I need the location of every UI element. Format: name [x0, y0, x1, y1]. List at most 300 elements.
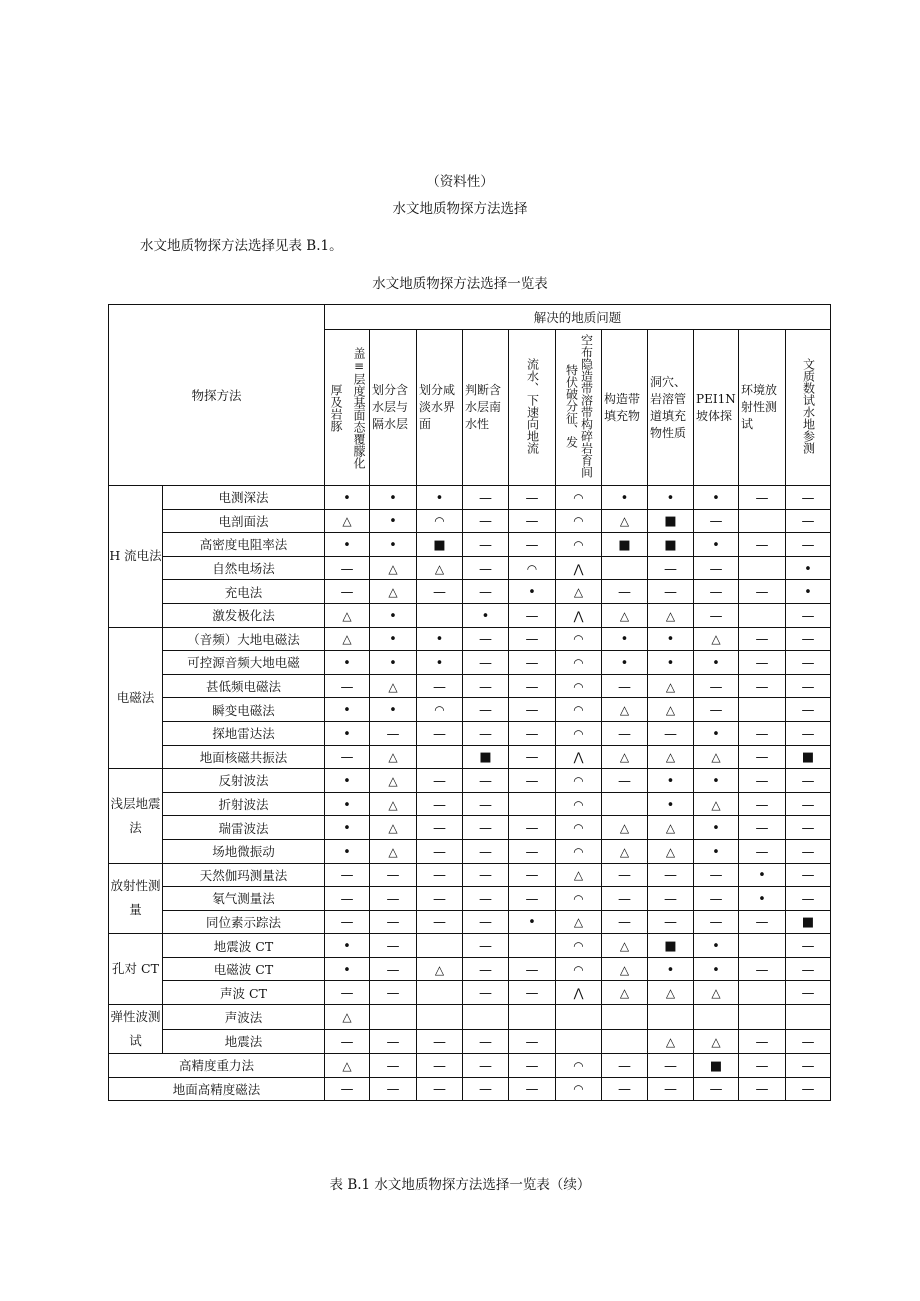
mark-cell: [739, 1077, 786, 1101]
dot-mark-icon: •: [435, 490, 444, 506]
arc-mark-icon: ◠: [573, 1082, 584, 1097]
mark-cell: [694, 934, 739, 958]
mark-cell: [325, 651, 370, 675]
dash-mark-icon: —: [801, 632, 815, 648]
dot-mark-icon: •: [712, 962, 720, 978]
mark-cell: [556, 580, 602, 604]
dot-mark-icon: •: [666, 962, 675, 978]
method-category: 电磁法: [109, 627, 163, 769]
mark-cell: [602, 698, 648, 722]
mark-cell: [417, 816, 463, 840]
table-row: [109, 603, 831, 627]
col-header-text: 环境放射性测试: [741, 383, 778, 431]
dash-mark-icon: —: [479, 868, 492, 884]
mark-cell: [325, 934, 370, 958]
mark-cell: [786, 887, 831, 911]
table-row: [109, 910, 831, 934]
dash-mark-icon: —: [340, 750, 354, 766]
dot-mark-icon: •: [389, 514, 397, 530]
mark-cell: [325, 486, 370, 510]
dash-mark-icon: —: [709, 561, 723, 577]
mark-cell: [509, 533, 556, 557]
mark-cell: [694, 1054, 739, 1078]
dash-mark-icon: —: [801, 1034, 815, 1050]
mark-cell: [602, 816, 648, 840]
mark-cell: [509, 651, 556, 675]
mark-cell: [417, 887, 463, 911]
mark-cell: [370, 745, 417, 769]
dash-mark-icon: —: [755, 490, 769, 506]
mark-cell: [786, 745, 831, 769]
triangle-mark-icon: △: [573, 868, 584, 883]
dash-mark-icon: —: [525, 726, 539, 742]
table-row: [109, 1005, 831, 1030]
intro-paragraph: 水文地质物探方法选择见表 B.1。: [140, 238, 343, 254]
dash-mark-icon: —: [479, 585, 492, 601]
mark-cell: [739, 509, 786, 533]
mark-cell: [556, 1029, 602, 1054]
mark-cell: [694, 627, 739, 651]
col-header-text: 判断含水层南水性: [465, 383, 502, 431]
dash-mark-icon: —: [479, 632, 492, 648]
mark-cell: [370, 627, 417, 651]
mark-cell: [370, 839, 417, 863]
mark-cell: [739, 745, 786, 769]
table-caption: 水文地质物探方法选择一览表: [372, 276, 548, 292]
dot-mark-icon: •: [389, 703, 397, 719]
triangle-mark-icon: △: [711, 632, 721, 647]
mark-cell: [509, 957, 556, 981]
square-mark-icon: ■: [664, 514, 677, 530]
triangle-mark-icon: △: [619, 514, 630, 529]
dash-mark-icon: —: [755, 679, 769, 695]
dot-mark-icon: •: [343, 962, 351, 978]
arc-mark-icon: ◠: [573, 679, 584, 694]
mark-cell: [370, 556, 417, 580]
col-header-text: 构造带填充物: [604, 391, 641, 423]
triangle-mark-icon: △: [434, 561, 445, 576]
mark-cell: [602, 651, 648, 675]
table-row: [109, 839, 831, 863]
dash-mark-icon: —: [479, 986, 492, 1002]
mark-cell: [509, 934, 556, 958]
table-row: [109, 1077, 831, 1101]
arc-mark-icon: ◠: [573, 939, 584, 954]
mark-cell: [463, 533, 509, 557]
dot-mark-icon: •: [712, 773, 720, 789]
mark-cell: [509, 721, 556, 745]
dash-mark-icon: —: [525, 490, 539, 506]
mark-cell: [509, 792, 556, 816]
dot-mark-icon: •: [343, 773, 351, 789]
dash-mark-icon: —: [386, 891, 400, 907]
dash-mark-icon: —: [340, 986, 354, 1002]
dash-mark-icon: —: [479, 821, 492, 837]
mark-cell: [602, 769, 648, 793]
mark-cell: [602, 533, 648, 557]
mark-cell: [648, 533, 694, 557]
mark-cell: [648, 839, 694, 863]
dash-mark-icon: —: [479, 537, 492, 553]
mark-cell: [648, 957, 694, 981]
dot-mark-icon: •: [389, 537, 397, 553]
mark-cell: [648, 816, 694, 840]
mark-cell: [370, 533, 417, 557]
dash-mark-icon: —: [618, 1058, 631, 1074]
mark-cell: [370, 486, 417, 510]
dash-mark-icon: —: [801, 490, 815, 506]
mark-cell: [739, 533, 786, 557]
mark-cell: [786, 1077, 831, 1101]
mark-cell: [556, 957, 602, 981]
dash-mark-icon: —: [664, 585, 677, 601]
mark-cell: [463, 792, 509, 816]
mark-cell: [463, 981, 509, 1005]
method-name: 氡气测量法: [163, 887, 325, 911]
col-header-9: [739, 330, 786, 486]
col-header-text: 文质数试水地参测: [801, 358, 816, 454]
dash-mark-icon: —: [801, 537, 815, 553]
dash-mark-icon: —: [525, 821, 539, 837]
dot-mark-icon: •: [758, 891, 766, 907]
method-name: 声波 CT: [163, 981, 325, 1005]
dot-mark-icon: •: [343, 490, 351, 506]
mark-cell: [370, 769, 417, 793]
mark-cell: [370, 934, 417, 958]
mark-cell: [556, 910, 602, 934]
arc-mark-icon: ◠: [573, 962, 584, 977]
triangle-mark-icon: △: [665, 703, 676, 718]
mark-cell: [370, 887, 417, 911]
col-header-text: 流水、下速向地流: [525, 358, 540, 454]
dot-mark-icon: •: [804, 561, 812, 577]
table-row: [109, 887, 831, 911]
mark-cell: [602, 839, 648, 863]
mark-cell: [602, 910, 648, 934]
triangle-mark-icon: △: [619, 986, 630, 1001]
dash-mark-icon: —: [479, 655, 492, 671]
mark-cell: [463, 698, 509, 722]
col-header-1: [370, 330, 417, 486]
table-row: [109, 556, 831, 580]
mark-cell: [648, 769, 694, 793]
mark-cell: [509, 745, 556, 769]
dash-mark-icon: —: [801, 1082, 815, 1098]
mark-cell: [417, 627, 463, 651]
dash-mark-icon: —: [386, 986, 400, 1002]
dash-mark-icon: —: [433, 1058, 446, 1074]
mark-cell: [325, 839, 370, 863]
dot-mark-icon: •: [666, 632, 675, 648]
arc-mark-icon: ◠: [573, 821, 584, 836]
dash-mark-icon: —: [618, 726, 631, 742]
dash-mark-icon: —: [433, 797, 446, 813]
mark-cell: [509, 698, 556, 722]
table-row: [109, 816, 831, 840]
dash-mark-icon: —: [525, 844, 539, 860]
col-header-text: 空布隐造带溶带构碎岩育间特伏破分征、发: [564, 334, 594, 478]
dash-mark-icon: —: [525, 703, 539, 719]
mark-cell: [739, 934, 786, 958]
dash-mark-icon: —: [479, 797, 492, 813]
triangle-mark-icon: △: [388, 797, 398, 812]
dash-mark-icon: —: [801, 703, 815, 719]
triangle-mark-icon: △: [388, 773, 398, 788]
table-row: [109, 721, 831, 745]
mark-cell: [602, 745, 648, 769]
mark-cell: [602, 603, 648, 627]
dash-mark-icon: —: [340, 561, 354, 577]
mark-cell: [325, 957, 370, 981]
dash-mark-icon: —: [340, 915, 354, 931]
dash-mark-icon: —: [340, 679, 354, 695]
dash-mark-icon: —: [801, 962, 815, 978]
triangle-mark-icon: △: [342, 1058, 352, 1073]
dash-mark-icon: —: [664, 1058, 677, 1074]
dash-mark-icon: —: [479, 939, 492, 955]
dash-mark-icon: —: [801, 679, 815, 695]
triangle-mark-icon: △: [342, 632, 352, 647]
problems-header: [325, 305, 831, 330]
dot-mark-icon: •: [712, 939, 720, 955]
mark-cell: [370, 721, 417, 745]
mark-cell: [602, 627, 648, 651]
mark-cell: [370, 580, 417, 604]
triangle-mark-icon: △: [619, 939, 630, 954]
mark-cell: [509, 509, 556, 533]
dash-mark-icon: —: [479, 561, 492, 577]
caret-mark-icon: ⋀: [573, 750, 584, 765]
dash-mark-icon: —: [386, 1058, 400, 1074]
mark-cell: [786, 509, 831, 533]
dash-mark-icon: —: [618, 915, 631, 931]
mark-cell: [648, 887, 694, 911]
triangle-mark-icon: △: [434, 962, 445, 977]
mark-cell: [786, 981, 831, 1005]
col-header-text: 划分咸淡水界面: [419, 383, 456, 431]
mark-cell: [786, 957, 831, 981]
mark-cell: [786, 698, 831, 722]
triangle-mark-icon: △: [665, 1034, 676, 1049]
dash-mark-icon: —: [386, 915, 400, 931]
mark-cell: [739, 981, 786, 1005]
dash-mark-icon: —: [340, 891, 354, 907]
dash-mark-icon: —: [386, 726, 400, 742]
dash-mark-icon: —: [525, 632, 539, 648]
dash-mark-icon: —: [709, 915, 723, 931]
mark-cell: [648, 651, 694, 675]
mark-cell: [417, 486, 463, 510]
method-name: 天然伽玛测量法: [163, 863, 325, 887]
mark-cell: [694, 769, 739, 793]
dash-mark-icon: —: [709, 891, 723, 907]
mark-cell: [602, 957, 648, 981]
col-header-8: [694, 330, 739, 486]
mark-cell: [694, 1029, 739, 1054]
method-category: 放射性测量: [109, 863, 163, 934]
mark-cell: [694, 863, 739, 887]
dash-mark-icon: —: [755, 655, 769, 671]
triangle-mark-icon: △: [388, 561, 398, 576]
mark-cell: [739, 816, 786, 840]
dash-mark-icon: —: [525, 608, 539, 624]
mark-cell: [417, 674, 463, 698]
table-row: [109, 792, 831, 816]
mark-cell: [556, 603, 602, 627]
triangle-mark-icon: △: [388, 821, 398, 836]
triangle-mark-icon: △: [573, 915, 584, 930]
arc-mark-icon: ◠: [526, 561, 538, 576]
mark-cell: [325, 627, 370, 651]
mark-cell: [648, 486, 694, 510]
arc-mark-icon: ◠: [573, 773, 584, 788]
mark-cell: [370, 863, 417, 887]
dash-mark-icon: —: [801, 986, 815, 1002]
mark-cell: [509, 981, 556, 1005]
mark-cell: [602, 934, 648, 958]
method-name: 折射波法: [163, 792, 325, 816]
mark-cell: [739, 863, 786, 887]
arc-mark-icon: ◠: [573, 891, 584, 906]
dash-mark-icon: —: [479, 1034, 492, 1050]
dash-mark-icon: —: [479, 1082, 492, 1098]
triangle-mark-icon: △: [619, 608, 630, 623]
dash-mark-icon: —: [618, 773, 631, 789]
dash-mark-icon: —: [525, 655, 539, 671]
mark-cell: [325, 580, 370, 604]
mark-cell: [648, 509, 694, 533]
mark-cell: [325, 1077, 370, 1101]
dash-mark-icon: —: [479, 844, 492, 860]
dash-mark-icon: —: [755, 726, 769, 742]
dash-mark-icon: —: [479, 1058, 492, 1074]
dot-mark-icon: •: [758, 868, 766, 884]
square-mark-icon: ■: [618, 537, 631, 553]
col-header-text: 划分含水层与隔水层: [372, 383, 409, 431]
mark-cell: [370, 910, 417, 934]
mark-cell: [417, 509, 463, 533]
dash-mark-icon: —: [386, 1034, 400, 1050]
mark-cell: [370, 509, 417, 533]
mark-cell: [694, 674, 739, 698]
mark-cell: [648, 721, 694, 745]
triangle-mark-icon: △: [665, 608, 676, 623]
triangle-mark-icon: △: [342, 514, 352, 529]
mark-cell: [463, 721, 509, 745]
mark-cell: [786, 1054, 831, 1078]
mark-cell: [325, 816, 370, 840]
mark-cell: [417, 580, 463, 604]
dash-mark-icon: —: [340, 585, 354, 601]
table-row: [109, 981, 831, 1005]
dash-mark-icon: —: [664, 1082, 677, 1098]
square-mark-icon: ■: [433, 537, 446, 553]
triangle-mark-icon: △: [665, 844, 676, 859]
method-name: 可控源音频大地电磁: [163, 651, 325, 675]
mark-cell: [694, 792, 739, 816]
dot-mark-icon: •: [343, 537, 351, 553]
dash-mark-icon: —: [709, 608, 723, 624]
col-header-10: [786, 330, 831, 486]
table-row: [109, 745, 831, 769]
dash-mark-icon: —: [801, 1058, 815, 1074]
mark-cell: [370, 816, 417, 840]
mark-cell: [739, 674, 786, 698]
mark-cell: [417, 981, 463, 1005]
table-row: [109, 486, 831, 510]
table-row: [109, 1054, 831, 1078]
dot-mark-icon: •: [343, 703, 351, 719]
method-name: 激发极化法: [163, 603, 325, 627]
mark-cell: [463, 1077, 509, 1101]
mark-cell: [556, 698, 602, 722]
dash-mark-icon: —: [479, 962, 492, 978]
mark-cell: [694, 910, 739, 934]
mark-cell: [556, 769, 602, 793]
method-name: 电测深法: [163, 486, 325, 510]
mark-cell: [786, 792, 831, 816]
mark-cell: [739, 887, 786, 911]
mark-cell: [556, 651, 602, 675]
dash-mark-icon: —: [755, 773, 769, 789]
triangle-mark-icon: △: [573, 585, 584, 600]
mark-cell: [370, 1029, 417, 1054]
mark-cell: [786, 580, 831, 604]
col-header-3: [463, 330, 509, 486]
dot-mark-icon: •: [343, 844, 351, 860]
dash-mark-icon: —: [525, 962, 539, 978]
mark-cell: [463, 1005, 509, 1030]
mark-cell: [417, 533, 463, 557]
dash-mark-icon: —: [664, 561, 677, 577]
method-name: 探地雷达法: [163, 721, 325, 745]
mark-cell: [739, 698, 786, 722]
mark-cell: [786, 486, 831, 510]
dash-mark-icon: —: [479, 773, 492, 789]
table-caption-continued: 表 B.1 水文地质物探方法选择一览表（续）: [329, 1177, 591, 1193]
mark-cell: [648, 1077, 694, 1101]
mark-cell: [648, 1029, 694, 1054]
dash-mark-icon: —: [801, 821, 815, 837]
mark-cell: [509, 1029, 556, 1054]
dash-mark-icon: —: [525, 750, 539, 766]
mark-cell: [463, 486, 509, 510]
mark-cell: [739, 721, 786, 745]
dash-mark-icon: —: [755, 750, 769, 766]
table-row: [109, 769, 831, 793]
mark-cell: [370, 1054, 417, 1078]
mark-cell: [786, 721, 831, 745]
col-header-4: [509, 330, 556, 486]
mark-cell: [786, 934, 831, 958]
mark-cell: [556, 745, 602, 769]
dash-mark-icon: —: [525, 891, 539, 907]
dot-mark-icon: •: [712, 844, 720, 860]
mark-cell: [509, 910, 556, 934]
dash-mark-icon: —: [709, 585, 723, 601]
mark-cell: [786, 627, 831, 651]
arc-mark-icon: ◠: [573, 844, 584, 859]
method-name: 声波法: [163, 1005, 325, 1030]
dash-mark-icon: —: [755, 1058, 769, 1074]
mark-cell: [739, 627, 786, 651]
mark-cell: [417, 556, 463, 580]
mark-cell: [556, 934, 602, 958]
dash-mark-icon: —: [340, 868, 354, 884]
dash-mark-icon: —: [664, 868, 677, 884]
mark-cell: [602, 486, 648, 510]
dot-mark-icon: •: [435, 632, 444, 648]
